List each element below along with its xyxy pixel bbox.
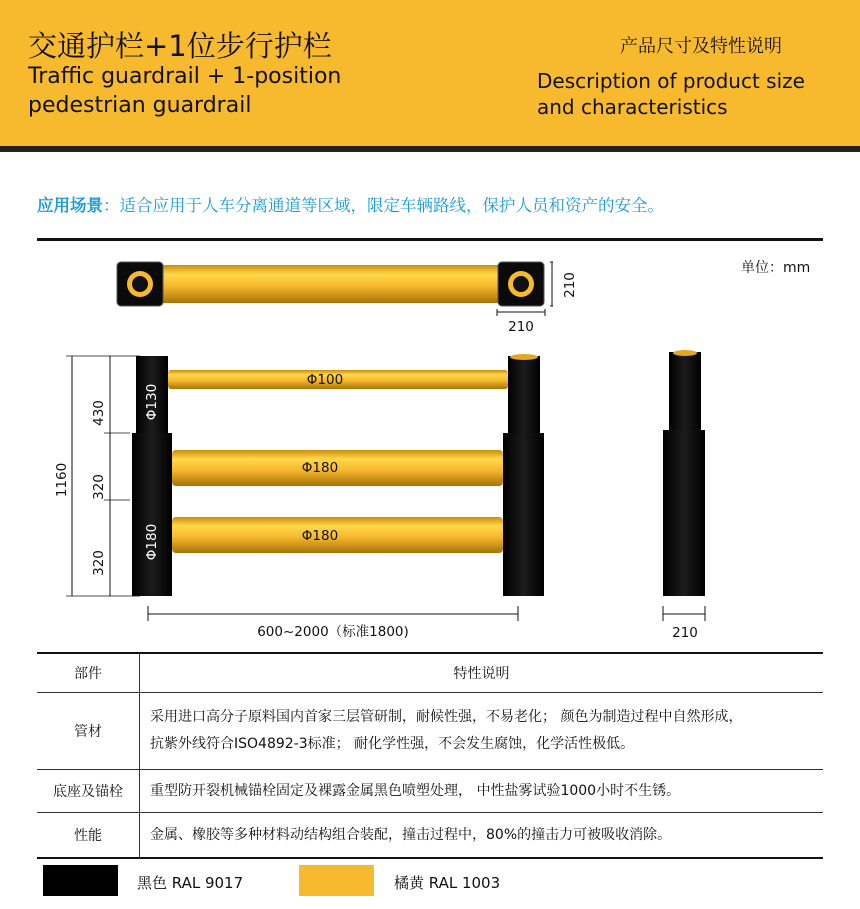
base-post-diameter-label: Φ180 — [144, 523, 160, 561]
title-chinese: 交通护栏+1位步行护栏 — [28, 29, 332, 63]
length-label: 600~2000（标准1800) — [257, 624, 409, 640]
unit-label: 单位：mm — [741, 260, 811, 276]
row-desc-pipe-line2: 抗紫外线符合ISO4892-3标准； 耐化学性强，不会发生腐蚀，化学活性极低。 — [150, 736, 635, 752]
header-part: 部件 — [37, 653, 140, 693]
table-header-row — [37, 653, 823, 693]
legend-swatch-black — [43, 865, 118, 896]
segment-mid-label: 320 — [91, 474, 107, 500]
left-base-post — [132, 433, 172, 596]
legend-swatch-yellow — [299, 865, 374, 896]
row-desc-pipe — [140, 693, 824, 770]
legend-label-black: 黑色 RAL 9017 — [137, 874, 244, 892]
header-desc: 特性说明 — [140, 653, 824, 693]
description-english-line2: and characteristics — [537, 95, 728, 119]
table-row — [37, 693, 823, 770]
top-view-width-label: 210 — [508, 319, 534, 335]
title-english-line2: pedestrian guardrail — [28, 93, 252, 118]
description-english-line1: Description of product size — [537, 69, 805, 93]
legend-label-yellow: 橘黄 RAL 1003 — [394, 874, 501, 892]
right-top-post — [508, 356, 540, 436]
side-top-post — [669, 352, 701, 432]
description-chinese: 产品尺寸及特性说明 — [620, 36, 782, 57]
table-row — [37, 770, 823, 813]
application-scene-text: ：适合应用于人车分离通道等区域，限定车辆路线，保护人员和资产的安全。 — [103, 196, 664, 215]
total-height-label: 1160 — [54, 462, 70, 498]
front-view-dimensions — [54, 356, 518, 621]
front-view — [132, 354, 544, 640]
spec-table — [37, 652, 823, 859]
row-part-base: 底座及锚栓 — [37, 770, 140, 813]
row-part-pipe: 管材 — [37, 693, 140, 770]
segment-top-label: 430 — [91, 400, 107, 426]
row-desc-base: 重型防开裂机械锚栓固定及裸露金属黑色喷塑处理， 中性盐雾试验1000小时不生锈。 — [140, 770, 824, 813]
middle-rail-diameter-label: Φ180 — [301, 460, 339, 476]
row-desc-pipe-line1: 采用进口高分子原料国内首家三层管研制，耐候性强，不易老化； 颜色为制造过程中自然形成， — [150, 709, 743, 725]
top-view — [117, 262, 578, 335]
bottom-rail-diameter-label: Φ180 — [301, 528, 339, 544]
top-view-right-base — [498, 262, 544, 306]
top-post-diameter-label: Φ130 — [144, 383, 160, 421]
top-view-depth-label: 210 — [562, 272, 578, 298]
table-row — [37, 813, 823, 859]
top-rail-diameter-label: Φ100 — [306, 372, 344, 388]
top-view-rail — [150, 265, 505, 303]
side-base-post — [663, 430, 705, 596]
row-part-performance: 性能 — [37, 813, 140, 859]
top-view-left-base — [117, 262, 163, 306]
row-desc-performance: 金属、橡胶等多种材料动结构组合装配，撞击过程中，80%的撞击力可被吸收消除。 — [140, 813, 824, 859]
title-english-line1: Traffic guardrail + 1-position — [28, 64, 342, 89]
side-view-width-label: 210 — [672, 625, 698, 641]
right-base-post — [503, 433, 544, 596]
side-view — [663, 350, 705, 641]
application-scene-label: 应用场景 — [37, 196, 103, 215]
segment-bottom-label: 320 — [91, 550, 107, 576]
